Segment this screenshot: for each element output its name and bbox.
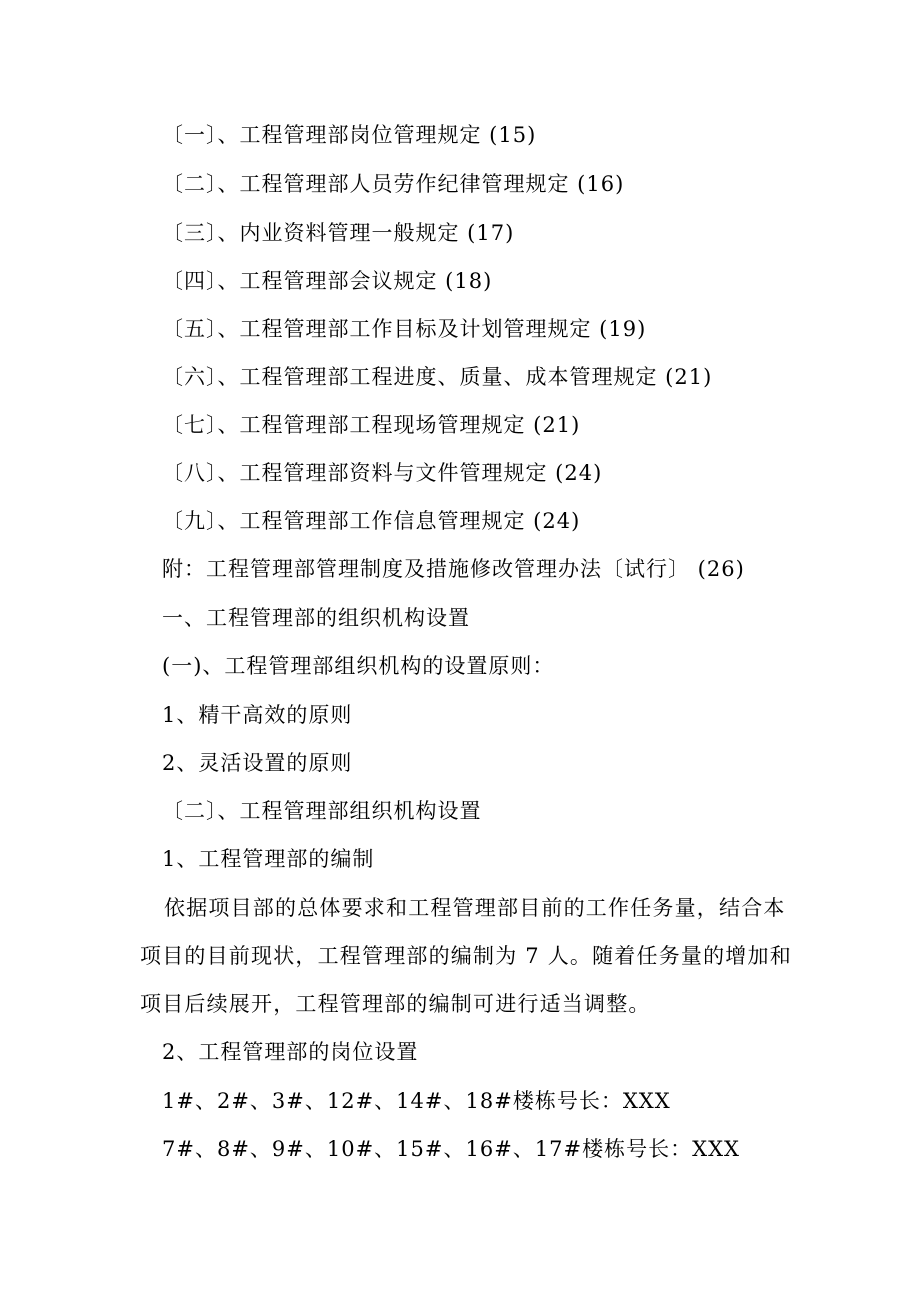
toc-item-8: 〔八〕、工程管理部资料与文件管理规定 (24) <box>162 461 603 485</box>
building-row-2: 7#、8#、9#、10#、15#、16#、17#楼栋号长：XXX <box>162 1137 740 1161</box>
principle-2: 2、灵活设置的原则 <box>162 751 353 775</box>
subsection-heading-1: (一)、工程管理部组织机构的设置原则： <box>162 654 555 678</box>
toc-item-1: 〔一〕、工程管理部岗位管理规定 (15) <box>162 123 537 147</box>
subsection-heading-2-1: 1、工程管理部的编制 <box>162 847 375 871</box>
building-row-1: 1#、2#、3#、12#、14#、18#楼栋号长：XXX <box>162 1089 671 1113</box>
section-heading: 一、工程管理部的组织机构设置 <box>162 606 470 630</box>
toc-item-2: 〔二〕、工程管理部人员劳作纪律管理规定 (16) <box>162 172 625 196</box>
staffing-paragraph: 依据项目部的总体要求和工程管理部目前的工作任务量，结合本项目的目前现状，工程管理部的编制为 7 人。随着任务量的增加和项目后续展开，工程管理部的编制可进行适当调整。 <box>140 896 792 1016</box>
toc-item-appendix: 附：工程管理部管理制度及措施修改管理办法〔试行〕 (26) <box>162 557 745 581</box>
toc-item-9: 〔九〕、工程管理部工作信息管理规定 (24) <box>162 509 581 533</box>
toc-item-5: 〔五〕、工程管理部工作目标及计划管理规定 (19) <box>162 317 647 341</box>
toc-item-3: 〔三〕、内业资料管理一般规定 (17) <box>162 221 515 245</box>
toc-item-4: 〔四〕、工程管理部会议规定 (18) <box>162 269 493 293</box>
toc-item-7: 〔七〕、工程管理部工程现场管理规定 (21) <box>162 413 581 437</box>
principle-1: 1、精干高效的原则 <box>162 703 353 727</box>
toc-item-6: 〔六〕、工程管理部工程进度、质量、成本管理规定 (21) <box>162 365 713 389</box>
subsection-heading-2: 〔二〕、工程管理部组织机构设置 <box>162 799 482 823</box>
subsection-heading-2-2: 2、工程管理部的岗位设置 <box>162 1040 419 1064</box>
